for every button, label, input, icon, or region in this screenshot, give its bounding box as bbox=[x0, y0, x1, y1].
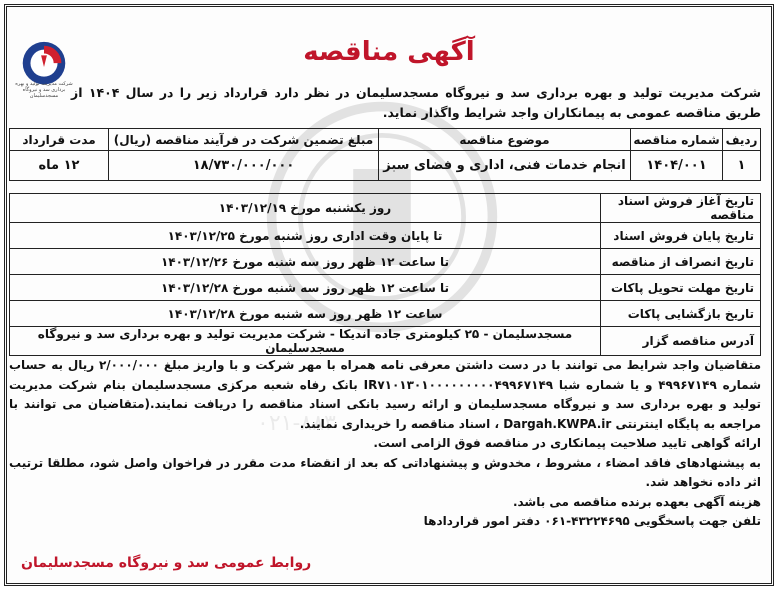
schedule-table bbox=[9, 193, 761, 356]
cell-subject: انجام خدمات فنی، اداری و فضای سبز bbox=[379, 151, 631, 181]
body-text bbox=[9, 356, 761, 532]
cell-guarantee: ۱۸/۷۳۰/۰۰۰/۰۰۰ bbox=[109, 151, 379, 181]
body-paragraph-qualification: ارائه گواهی تایید صلاحیت پیمانکاری در مناقصه فوق الزامی است. bbox=[373, 436, 761, 450]
body-paragraph-phone: تلفن جهت پاسخگویی ۴۳۲۲۴۶۹۵-۰۶۱ دفتر امور قراردادها bbox=[423, 514, 761, 528]
schedule-value: روز یکشنبه مورخ ۱۴۰۳/۱۲/۱۹ bbox=[10, 194, 601, 223]
schedule-value: تا پایان وقت اداری روز شنبه مورخ ۱۴۰۳/۱۲/۲۵ bbox=[10, 223, 601, 249]
intro-paragraph: شرکت مدیریت تولید و بهره برداری سد و نیروگاه مسجدسلیمان در نظر دارد قرارداد زیر را در سال ۱۴۰۴ از طریق مناقصه عمومی به پیمانکاران واجد شرایط واگذار نماید. bbox=[71, 85, 761, 120]
body-paragraph-invalid-bids: به پیشنهادهای فاقد امضاء ، مشروط ، مخدوش و پیشنهاداتی که بعد از انقضاء مدت مقرر در فراخوان واصل شود، مطلقا ترتیب اثر داده نخواهد شد. bbox=[9, 455, 761, 489]
schedule-label: تاریخ مهلت تحویل پاکات bbox=[601, 275, 761, 301]
schedule-row bbox=[10, 223, 761, 249]
schedule-value: ساعت ۱۲ ظهر روز سه شنبه مورخ ۱۴۰۳/۱۲/۲۸ bbox=[10, 301, 601, 327]
schedule-label: تاریخ انصراف از مناقصه bbox=[601, 249, 761, 275]
cell-row-number: ۱ bbox=[723, 151, 761, 181]
schedule-value: تا ساعت ۱۲ ظهر روز سه شنبه مورخ ۱۴۰۳/۱۲/۲۸ bbox=[10, 275, 601, 301]
schedule-row bbox=[10, 249, 761, 275]
schedule-row bbox=[10, 194, 761, 223]
cell-tender-number: ۱۴۰۴/۰۰۱ bbox=[631, 151, 723, 181]
schedule-label: آدرس مناقصه گزار bbox=[601, 327, 761, 356]
schedule-row bbox=[10, 301, 761, 327]
schedule-value: تا ساعت ۱۲ ظهر روز سه شنبه مورخ ۱۴۰۳/۱۲/۲۶ bbox=[10, 249, 601, 275]
schedule-label: تاریخ پایان فروش اسناد bbox=[601, 223, 761, 249]
logo-caption: شرکت مدیریت تولید و بهره برداری سد و نیروگاه مسجدسلیمان bbox=[15, 81, 73, 99]
schedule-row bbox=[10, 275, 761, 301]
body-paragraph-ad-cost: هزینه آگهی بعهده برنده مناقصه می باشد. bbox=[512, 494, 761, 509]
header-subject: موضوع مناقصه bbox=[379, 129, 631, 151]
watermark-phone: ۰۲۱-۸۸۳ bbox=[257, 411, 336, 436]
body-paragraph-documents: متقاضیان واجد شرایط می توانند با در دست داشتن معرفی نامه همراه با مهر شرکت و با واریز مبلغ ۲/۰۰۰/۰۰۰ ریال به حساب شماره ۴۹۹۶۷۱۴۹ و یا شماره شبا IR۷۱۰۱۳۰۱۰۰۰۰۰۰۰۰۰۴۹۹۶۷۱۴۹ بانک رفاه شعبه مرکزی مسجدسلیمان بنام شرکت مدیریت تولید و بهره برداری سد و نیروگاه مسجدسلیمان و ارائه رسید بانکی اسناد مناقصه را دریافت نمایند.(متقاضیان می توانند با مراجعه به پایگاه اینترنتی Dargah.KWPA.ir ، اسناد مناقصه را خریداری نمایند. bbox=[9, 358, 761, 431]
schedule-label: تاریخ آغاز فروش اسناد مناقصه bbox=[601, 194, 761, 223]
header-tender-number: شماره مناقصه bbox=[631, 129, 723, 151]
header-duration: مدت قرارداد bbox=[10, 129, 109, 151]
schedule-value: مسجدسلیمان - ۲۵ کیلومتری جاده اندیکا - شرکت مدیریت تولید و بهره برداری سد و نیروگاه مسجدسلیمان bbox=[10, 327, 601, 356]
cell-duration: ۱۲ ماه bbox=[10, 151, 109, 181]
header-row-number: ردیف bbox=[723, 129, 761, 151]
header-guarantee: مبلغ تضمین شرکت در فرآیند مناقصه (ریال) bbox=[109, 129, 379, 151]
tender-table bbox=[9, 128, 761, 181]
notice-title: آگهی مناقصه bbox=[303, 37, 475, 67]
schedule-row bbox=[10, 327, 761, 356]
tender-notice bbox=[4, 4, 774, 586]
public-relations-signature: روابط عمومی سد و نیروگاه مسجدسلیمان bbox=[21, 555, 312, 571]
schedule-label: تاریخ بازگشایی پاکات bbox=[601, 301, 761, 327]
tender-table-header bbox=[10, 129, 761, 151]
tender-table-row bbox=[10, 151, 761, 181]
